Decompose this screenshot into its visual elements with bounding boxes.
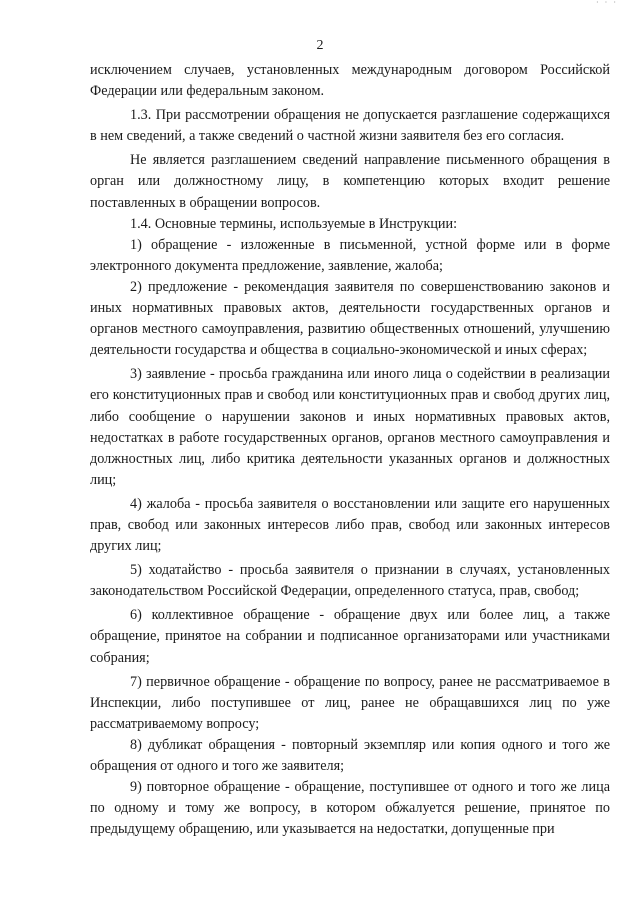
term-duplicate-appeal: 8) дубликат обращения - повторный экземпляр или копия одного и того же обращения от одного и того же заявителя; — [90, 736, 610, 774]
term-proposal: 2) предложение - рекомендация заявителя по совершенствованию законов и иных нормативных правовых актов, деятельности государственных органов и органов местного самоуправления, развитию общественных отношений, улучшению деятельности государства и общества в социально-экономической и иных сферах; — [90, 278, 610, 359]
term-primary-appeal: 7) первичное обращение - обращение по вопросу, ранее не рассматриваемое в Инспекции, либо поступившее от лиц, ранее не обращавшихся лиц по уже рассматриваемому вопросу; — [90, 673, 610, 732]
term-collective-appeal: 6) коллективное обращение - обращение двух или более лиц, а также обращение, принятое на собрании и подписанное организаторами или участниками собрания; — [90, 607, 610, 666]
term-petition: 5) ходатайство - просьба заявителя о признании в случаях, установленных законодательством Российской Федерации, определенного статуса, прав, свобод; — [90, 562, 610, 600]
term-repeated-appeal: 9) повторное обращение - обращение, поступившее от одного и того же лица по одному и тому же вопросу, в котором обжалуется решение, принятое по предыдущему обращению, или указывается на недостатки, допущенные при — [90, 779, 610, 838]
term-appeal: 1) обращение - изложенные в письменной, устной форме или в форме электронного документа предложение, заявление, жалоба; — [90, 236, 610, 274]
term-statement: 3) заявление - просьба гражданина или иного лица о содействии в реализации его конституционных прав и свобод или конституционных прав и свобод других лиц, либо сообщение о нарушении законов и иных нормативных правовых актов, недостатках в работе государственных органов, органов местного самоуправления и должностных лиц, либо критика деятельности указанных органов и должностных лиц; — [90, 366, 610, 488]
paragraph-disclosure: Не является разглашением сведений направление письменного обращения в орган или должностному лицу, в компетенцию которых входит решение поставленных в обращении вопросов. — [90, 152, 610, 211]
paragraph-1-3: 1.3. При рассмотрении обращения не допускается разглашение содержащихся в нем сведений, а также сведений о частной жизни заявителя без его согласия. — [90, 107, 610, 145]
paragraph-1-4: 1.4. Основные термины, используемые в Инструкции: — [130, 215, 458, 232]
paragraph-continuation: исключением случаев, установленных международным договором Российской Федерации или федеральным законом. — [90, 62, 610, 100]
term-complaint: 4) жалоба - просьба заявителя о восстановлении или защите его нарушенных прав, свобод или законных интересов либо прав, свобод или законных интересов других лиц; — [90, 495, 610, 555]
page-number: 2 — [316, 38, 324, 53]
corner-mark: · · · — [596, 0, 618, 7]
document-body — [90, 60, 610, 840]
